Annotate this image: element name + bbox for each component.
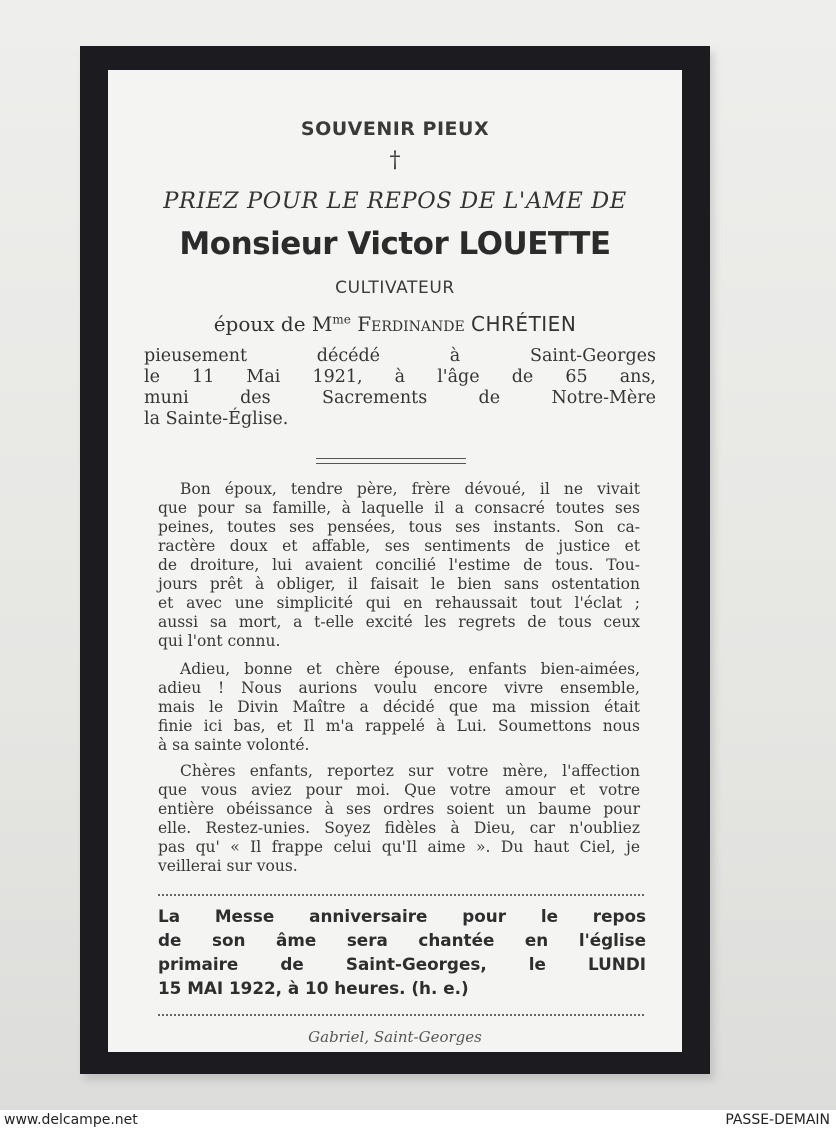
watermark-bar [0, 1110, 836, 1131]
death-notice-line: muni des Sacrements de Notre-Mère [144, 388, 656, 408]
spouse-first-name: Ferdinande [357, 312, 465, 336]
spouse-last-name: CHRÉTIEN [471, 312, 577, 336]
paragraph-farewell [158, 660, 640, 755]
paragraph-tribute [158, 480, 640, 651]
dotted-rule-divider [158, 894, 644, 896]
mass-line: primaire de Saint-Georges, le LUNDI [158, 954, 646, 974]
occupation: CULTIVATEUR [335, 278, 455, 298]
paragraph-line: et avec une simplicité qui en rehaussait tout l'éclat ; [158, 594, 640, 612]
paragraph-children [158, 762, 640, 876]
double-rule-divider [316, 458, 466, 464]
death-notice-line: pieusement décédé à Saint-Georges [144, 346, 656, 366]
paragraph-line: pas qu' « Il frappe celui qu'Il aime ». Du haut Ciel, je [158, 838, 640, 856]
death-notice [144, 346, 656, 430]
paragraph-line: peines, toutes ses pensées, tous ses instants. Son ca- [158, 518, 640, 536]
paragraph-line: mais le Divin Maître a décidé que ma mission était [158, 698, 640, 716]
paragraph-line: Chères enfants, reportez sur votre mère, l'affection [180, 762, 640, 780]
paragraph-line: qui l'ont connu. [158, 632, 281, 650]
prayer-line: PRIEZ POUR LE REPOS DE L'AME DE [163, 188, 627, 214]
paragraph-line: veillerai sur vous. [158, 857, 298, 875]
seller-watermark: PASSE-DEMAIN [725, 1112, 830, 1128]
paragraph-line: que pour sa famille, à laquelle il a consacré toutes ses [158, 499, 640, 517]
paragraph-line: de droiture, lui avaient concilié l'estime de tous. Tou- [158, 556, 640, 574]
printer-credit: Gabriel, Saint-Georges [308, 1028, 482, 1046]
mass-line: de son âme sera chantée en l'église [158, 930, 646, 950]
spouse-prefix: époux de M [213, 312, 333, 336]
mass-announcement [158, 904, 646, 1000]
paragraph-line: à sa sainte volonté. [158, 736, 310, 754]
death-notice-line: la Sainte-Église. [144, 409, 289, 429]
card-paper [108, 70, 682, 1052]
paragraph-line: aussi sa mort, a t-elle excité les regrets de tous ceux [158, 613, 640, 631]
paragraph-line: entière obéissance à ses ordres soient un baume pour [158, 800, 640, 818]
mass-line: 15 MAI 1922, à 10 heures. (h. e.) [158, 978, 469, 998]
paragraph-line: finie ici bas, et Il m'a rappelé à Lui. Soumettons nous [158, 717, 640, 735]
paragraph-line: ractère doux et affable, ses sentiments de justice et [158, 537, 640, 555]
paragraph-line: que vous aviez pour moi. Que votre amour et votre [158, 781, 640, 799]
paragraph-line: adieu ! Nous aurions voulu encore vivre ensemble, [158, 679, 640, 697]
paragraph-line: elle. Restez-unies. Soyez fidèles à Dieu, car n'oubliez [158, 819, 640, 837]
paragraph-line: Bon époux, tendre père, frère dévoué, il ne vivait [180, 480, 640, 498]
dotted-rule-divider [158, 1014, 644, 1016]
site-watermark: www.delcampe.net [4, 1112, 138, 1128]
spouse-title-sup: me [332, 312, 351, 327]
cross-icon: † [389, 148, 401, 173]
card-heading: SOUVENIR PIEUX [300, 118, 490, 140]
spouse-line [108, 312, 682, 336]
mourning-card [80, 46, 710, 1074]
paragraph-line: jours prêt à obliger, il faisait le bien sans ostentation [158, 575, 640, 593]
deceased-name: Monsieur Victor LOUETTE [179, 226, 611, 262]
death-notice-line: le 11 Mai 1921, à l'âge de 65 ans, [144, 367, 656, 387]
mass-line: La Messe anniversaire pour le repos [158, 906, 646, 926]
paragraph-line: Adieu, bonne et chère épouse, enfants bien-aimées, [180, 660, 640, 678]
